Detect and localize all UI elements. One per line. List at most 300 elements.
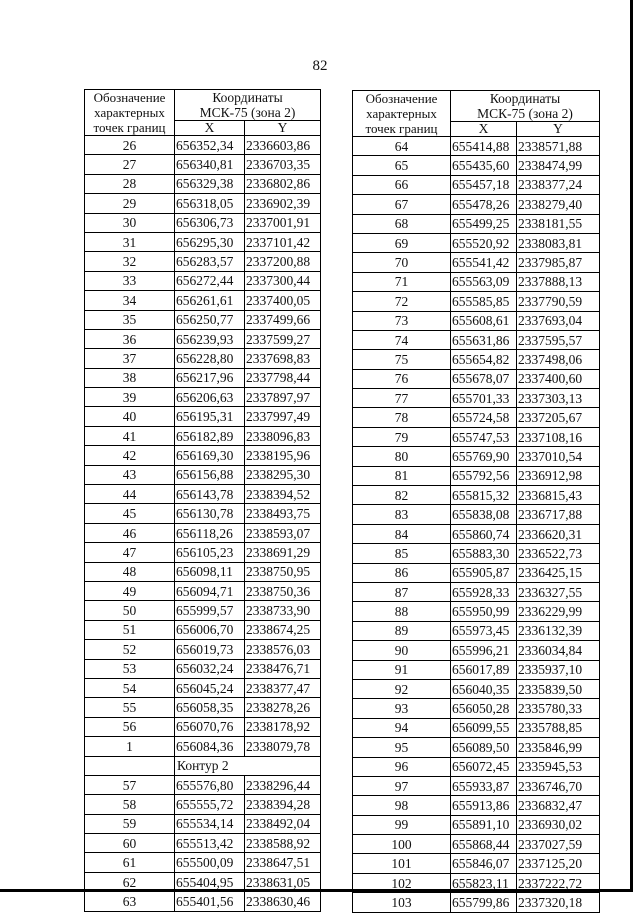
x-value-cell: 655404,95 [175, 872, 245, 891]
y-value-cell: 2338750,95 [245, 562, 321, 581]
table-row [353, 796, 600, 815]
x-value-cell: 655815,32 [451, 486, 517, 505]
y-value-cell: 2336034,84 [517, 641, 600, 660]
y-value-cell: 2335945,53 [517, 757, 600, 776]
table-row [353, 660, 600, 679]
point-header-line-1: Обозначение [93, 90, 166, 105]
table-row [353, 893, 600, 912]
x-value-cell: 655891,10 [451, 815, 517, 834]
point-id-cell: 57 [85, 775, 175, 794]
y-value-cell: 2338474,99 [517, 156, 600, 175]
x-value-cell: 656228,80 [175, 349, 245, 368]
x-value-cell: 655838,08 [451, 505, 517, 524]
point-id-cell: 32 [85, 252, 175, 271]
table-row [85, 271, 321, 290]
y-value-cell: 2337798,44 [245, 368, 321, 387]
point-id-cell: 29 [85, 194, 175, 213]
y-column-header: Y [517, 122, 600, 137]
point-id-cell: 27 [85, 155, 175, 174]
table-row [353, 602, 600, 621]
coordinates-header [175, 90, 321, 121]
y-column-header: Y [245, 121, 321, 136]
x-value-cell: 656206,63 [175, 388, 245, 407]
coordinates-title: Координаты [212, 90, 283, 105]
table-row [353, 524, 600, 543]
y-value-cell: 2338750,36 [245, 581, 321, 600]
x-value-cell: 656006,70 [175, 620, 245, 639]
y-value-cell: 2338588,92 [245, 834, 321, 853]
y-value-cell: 2337200,88 [245, 252, 321, 271]
point-id-cell: 39 [85, 388, 175, 407]
point-id-cell: 102 [353, 873, 451, 892]
table-row [85, 194, 321, 213]
point-id-cell: 50 [85, 601, 175, 620]
table-row [85, 775, 321, 794]
table-row [85, 504, 321, 523]
x-value-cell: 656156,88 [175, 465, 245, 484]
table-row [85, 252, 321, 271]
y-value-cell: 2335788,85 [517, 718, 600, 737]
point-id-cell: 60 [85, 834, 175, 853]
table-row [353, 175, 600, 194]
table-row [353, 835, 600, 854]
y-value-cell: 2338377,24 [517, 175, 600, 194]
point-header-line-2: характерных [366, 106, 437, 121]
y-value-cell: 2337001,91 [245, 213, 321, 232]
table-row [85, 174, 321, 193]
point-id-cell: 95 [353, 738, 451, 757]
point-id-cell: 76 [353, 369, 451, 388]
point-id-cell: 54 [85, 678, 175, 697]
point-id-cell: 66 [353, 175, 451, 194]
x-value-cell: 655520,92 [451, 233, 517, 252]
point-id-cell: 42 [85, 446, 175, 465]
table-row [85, 485, 321, 504]
table-row [353, 447, 600, 466]
x-value-cell: 656017,89 [451, 660, 517, 679]
right-table-body [353, 137, 600, 913]
x-value-cell: 655913,86 [451, 796, 517, 815]
x-value-cell: 656318,05 [175, 194, 245, 213]
point-id-cell: 31 [85, 232, 175, 251]
table-row [353, 699, 600, 718]
y-value-cell: 2336229,99 [517, 602, 600, 621]
point-id-cell: 33 [85, 271, 175, 290]
x-value-cell: 656105,23 [175, 543, 245, 562]
y-value-cell: 2336912,98 [517, 466, 600, 485]
x-value-cell: 655860,74 [451, 524, 517, 543]
point-id-cell: 49 [85, 581, 175, 600]
y-value-cell: 2337888,13 [517, 272, 600, 291]
point-id-cell: 98 [353, 796, 451, 815]
y-value-cell: 2337205,67 [517, 408, 600, 427]
point-id-cell: 48 [85, 562, 175, 581]
table-row [85, 388, 321, 407]
y-value-cell: 2337125,20 [517, 854, 600, 873]
x-value-cell: 656329,38 [175, 174, 245, 193]
point-id-cell: 101 [353, 854, 451, 873]
table-row [85, 853, 321, 872]
table-row [353, 233, 600, 252]
table-row [353, 369, 600, 388]
point-id-cell: 77 [353, 389, 451, 408]
y-value-cell: 2337790,59 [517, 292, 600, 311]
coordinates-title: Координаты [489, 91, 561, 106]
point-id-cell: 28 [85, 174, 175, 193]
x-value-cell: 655555,72 [175, 795, 245, 814]
y-value-cell: 2336802,86 [245, 174, 321, 193]
y-value-cell: 2338593,07 [245, 523, 321, 542]
table-row [353, 621, 600, 640]
x-value-cell: 656143,78 [175, 485, 245, 504]
table-row [85, 698, 321, 717]
x-value-cell: 656040,35 [451, 679, 517, 698]
point-id-cell: 99 [353, 815, 451, 834]
x-value-cell: 655576,80 [175, 775, 245, 794]
table-row [85, 446, 321, 465]
table-row [353, 815, 600, 834]
table-row [353, 466, 600, 485]
table-row [85, 291, 321, 310]
x-value-cell: 656098,11 [175, 562, 245, 581]
table-row [353, 214, 600, 233]
point-id-cell: 91 [353, 660, 451, 679]
coordinate-system-title: МСК-75 (зона 2) [477, 106, 573, 121]
y-value-cell: 2338079,78 [245, 737, 321, 756]
table-row [85, 620, 321, 639]
table-row [353, 330, 600, 349]
x-value-cell: 655846,07 [451, 854, 517, 873]
point-id-cell: 97 [353, 776, 451, 795]
table-row [353, 738, 600, 757]
point-id-cell: 51 [85, 620, 175, 639]
y-value-cell: 2337400,05 [245, 291, 321, 310]
x-value-cell: 655905,87 [451, 563, 517, 582]
point-id-cell: 92 [353, 679, 451, 698]
table-row [85, 232, 321, 251]
x-value-cell: 656352,34 [175, 136, 245, 155]
coordinates-header [451, 91, 600, 122]
point-id-cell: 96 [353, 757, 451, 776]
y-value-cell: 2337985,87 [517, 253, 600, 272]
left-table-body [85, 136, 321, 912]
y-value-cell: 2336717,88 [517, 505, 600, 524]
table-row [85, 892, 321, 911]
point-id-cell: 100 [353, 835, 451, 854]
table-row [85, 562, 321, 581]
point-id-cell: 69 [353, 233, 451, 252]
x-column-header: X [175, 121, 245, 136]
y-value-cell: 2338181,55 [517, 214, 600, 233]
x-value-cell: 656195,31 [175, 407, 245, 426]
y-value-cell: 2338476,71 [245, 659, 321, 678]
y-value-cell: 2338278,26 [245, 698, 321, 717]
point-id-cell: 79 [353, 427, 451, 446]
contour-row [85, 756, 321, 775]
y-value-cell: 2336603,86 [245, 136, 321, 155]
y-value-cell: 2336930,02 [517, 815, 600, 834]
table-row [85, 523, 321, 542]
x-value-cell: 656019,73 [175, 640, 245, 659]
table-row [353, 350, 600, 369]
point-id-cell: 53 [85, 659, 175, 678]
point-id-cell: 72 [353, 292, 451, 311]
x-value-cell: 656094,71 [175, 581, 245, 600]
y-value-cell: 2336832,47 [517, 796, 600, 815]
y-value-cell: 2337599,27 [245, 329, 321, 348]
coordinates-table-right [352, 90, 600, 913]
point-id-cell: 65 [353, 156, 451, 175]
table-row [353, 776, 600, 795]
x-value-cell: 655499,25 [451, 214, 517, 233]
point-id-cell: 70 [353, 253, 451, 272]
table-row [353, 311, 600, 330]
table-row [353, 854, 600, 873]
table-row [353, 427, 600, 446]
table-row [353, 253, 600, 272]
point-id-cell: 55 [85, 698, 175, 717]
point-id-cell: 86 [353, 563, 451, 582]
contour-empty-cell [85, 756, 175, 775]
table-row [85, 737, 321, 756]
point-id-cell: 56 [85, 717, 175, 736]
y-value-cell: 2335937,10 [517, 660, 600, 679]
x-value-cell: 656169,30 [175, 446, 245, 465]
point-id-cell: 63 [85, 892, 175, 911]
table-row [353, 582, 600, 601]
x-value-cell: 656250,77 [175, 310, 245, 329]
point-id-cell: 59 [85, 814, 175, 833]
y-value-cell: 2338674,25 [245, 620, 321, 639]
y-value-cell: 2336425,15 [517, 563, 600, 582]
table-row [85, 834, 321, 853]
x-value-cell: 655457,18 [451, 175, 517, 194]
point-id-cell: 38 [85, 368, 175, 387]
x-value-cell: 656340,81 [175, 155, 245, 174]
y-value-cell: 2338492,04 [245, 814, 321, 833]
coordinates-table-left [84, 89, 321, 912]
y-value-cell: 2337698,83 [245, 349, 321, 368]
point-id-cell: 47 [85, 543, 175, 562]
table-row [353, 408, 600, 427]
y-value-cell: 2336815,43 [517, 486, 600, 505]
x-value-cell: 655769,90 [451, 447, 517, 466]
y-value-cell: 2337693,04 [517, 311, 600, 330]
point-id-cell: 26 [85, 136, 175, 155]
point-header-line-3: точек границ [93, 120, 166, 135]
y-value-cell: 2337997,49 [245, 407, 321, 426]
point-column-header [85, 90, 175, 136]
point-id-cell: 80 [353, 447, 451, 466]
point-column-header [353, 91, 451, 137]
x-value-cell: 656045,24 [175, 678, 245, 697]
table-row [85, 640, 321, 659]
table-row [85, 717, 321, 736]
x-value-cell: 655654,82 [451, 350, 517, 369]
point-id-cell: 93 [353, 699, 451, 718]
point-header-line-1: Обозначение [365, 91, 438, 106]
x-value-cell: 655996,21 [451, 641, 517, 660]
point-id-cell: 103 [353, 893, 451, 912]
contour-label: Контур 2 [175, 756, 321, 775]
coordinate-system-title: МСК-75 (зона 2) [199, 105, 296, 120]
y-value-cell: 2337300,44 [245, 271, 321, 290]
point-id-cell: 73 [353, 311, 451, 330]
y-value-cell: 2336620,31 [517, 524, 600, 543]
y-value-cell: 2338195,96 [245, 446, 321, 465]
point-id-cell: 68 [353, 214, 451, 233]
y-value-cell: 2337499,66 [245, 310, 321, 329]
table-row [353, 544, 600, 563]
point-id-cell: 94 [353, 718, 451, 737]
y-value-cell: 2338571,88 [517, 137, 600, 156]
table-row [353, 137, 600, 156]
table-row [353, 563, 600, 582]
x-value-cell: 656058,35 [175, 698, 245, 717]
x-value-cell: 655541,42 [451, 253, 517, 272]
point-id-cell: 71 [353, 272, 451, 291]
y-value-cell: 2337897,97 [245, 388, 321, 407]
point-id-cell: 62 [85, 872, 175, 891]
point-id-cell: 30 [85, 213, 175, 232]
x-value-cell: 656118,26 [175, 523, 245, 542]
table-row [353, 679, 600, 698]
table-row [353, 757, 600, 776]
point-id-cell: 43 [85, 465, 175, 484]
point-id-cell: 1 [85, 737, 175, 756]
x-value-cell: 655435,60 [451, 156, 517, 175]
x-value-cell: 655414,88 [451, 137, 517, 156]
table-row [353, 292, 600, 311]
x-value-cell: 655513,42 [175, 834, 245, 853]
x-value-cell: 655608,61 [451, 311, 517, 330]
point-id-cell: 45 [85, 504, 175, 523]
y-value-cell: 2337400,60 [517, 369, 600, 388]
y-value-cell: 2336703,35 [245, 155, 321, 174]
x-value-cell: 655747,53 [451, 427, 517, 446]
x-value-cell: 655478,26 [451, 195, 517, 214]
table-row [353, 195, 600, 214]
point-id-cell: 87 [353, 582, 451, 601]
x-value-cell: 656295,30 [175, 232, 245, 251]
y-value-cell: 2338394,52 [245, 485, 321, 504]
point-id-cell: 75 [353, 350, 451, 369]
table-row [85, 213, 321, 232]
point-id-cell: 74 [353, 330, 451, 349]
x-value-cell: 656072,45 [451, 757, 517, 776]
x-value-cell: 656306,73 [175, 213, 245, 232]
x-value-cell: 655401,56 [175, 892, 245, 911]
y-value-cell: 2338647,51 [245, 853, 321, 872]
table-row [353, 389, 600, 408]
table-row [85, 872, 321, 891]
y-value-cell: 2338631,05 [245, 872, 321, 891]
point-id-cell: 88 [353, 602, 451, 621]
page-number: 82 [312, 58, 328, 74]
y-value-cell: 2335780,33 [517, 699, 600, 718]
table-row [353, 505, 600, 524]
y-value-cell: 2338377,47 [245, 678, 321, 697]
y-value-cell: 2338279,40 [517, 195, 600, 214]
point-id-cell: 82 [353, 486, 451, 505]
table-row [85, 329, 321, 348]
y-value-cell: 2338178,92 [245, 717, 321, 736]
table-row [353, 486, 600, 505]
y-value-cell: 2338083,81 [517, 233, 600, 252]
point-id-cell: 52 [85, 640, 175, 659]
point-id-cell: 67 [353, 195, 451, 214]
point-id-cell: 41 [85, 426, 175, 445]
y-value-cell: 2337108,16 [517, 427, 600, 446]
x-value-cell: 656130,78 [175, 504, 245, 523]
y-value-cell: 2335839,50 [517, 679, 600, 698]
x-value-cell: 656217,96 [175, 368, 245, 387]
x-value-cell: 655799,86 [451, 893, 517, 912]
x-value-cell: 655534,14 [175, 814, 245, 833]
y-value-cell: 2337101,42 [245, 232, 321, 251]
y-value-cell: 2336746,70 [517, 776, 600, 795]
table-row [85, 136, 321, 155]
point-id-cell: 34 [85, 291, 175, 310]
y-value-cell: 2338096,83 [245, 426, 321, 445]
point-id-cell: 83 [353, 505, 451, 524]
table-row [85, 814, 321, 833]
y-value-cell: 2336327,55 [517, 582, 600, 601]
table-row [85, 465, 321, 484]
x-value-cell: 655585,85 [451, 292, 517, 311]
x-value-cell: 655823,11 [451, 873, 517, 892]
y-value-cell: 2336522,73 [517, 544, 600, 563]
table-row [353, 641, 600, 660]
point-header-line-3: точек границ [365, 121, 438, 136]
x-value-cell: 656239,93 [175, 329, 245, 348]
point-id-cell: 37 [85, 349, 175, 368]
x-value-cell: 656089,50 [451, 738, 517, 757]
x-value-cell: 656272,44 [175, 271, 245, 290]
y-value-cell: 2338733,90 [245, 601, 321, 620]
x-value-cell: 656084,36 [175, 737, 245, 756]
table-row [353, 718, 600, 737]
x-value-cell: 655973,45 [451, 621, 517, 640]
page-border-right [630, 0, 633, 890]
table-row [85, 581, 321, 600]
point-id-cell: 35 [85, 310, 175, 329]
table-row [85, 795, 321, 814]
y-value-cell: 2338630,46 [245, 892, 321, 911]
table-row [85, 368, 321, 387]
y-value-cell: 2338576,03 [245, 640, 321, 659]
y-value-cell: 2337595,57 [517, 330, 600, 349]
point-id-cell: 89 [353, 621, 451, 640]
y-value-cell: 2337222,72 [517, 873, 600, 892]
y-value-cell: 2338394,28 [245, 795, 321, 814]
x-value-cell: 655724,58 [451, 408, 517, 427]
point-id-cell: 64 [353, 137, 451, 156]
x-value-cell: 655500,09 [175, 853, 245, 872]
y-value-cell: 2336132,39 [517, 621, 600, 640]
table-row [353, 156, 600, 175]
x-value-cell: 656032,24 [175, 659, 245, 678]
y-value-cell: 2338691,29 [245, 543, 321, 562]
y-value-cell: 2338295,30 [245, 465, 321, 484]
y-value-cell: 2337010,54 [517, 447, 600, 466]
x-value-cell: 655999,57 [175, 601, 245, 620]
x-value-cell: 656070,76 [175, 717, 245, 736]
point-id-cell: 40 [85, 407, 175, 426]
x-value-cell: 655928,33 [451, 582, 517, 601]
table-row [85, 543, 321, 562]
table-row [85, 601, 321, 620]
